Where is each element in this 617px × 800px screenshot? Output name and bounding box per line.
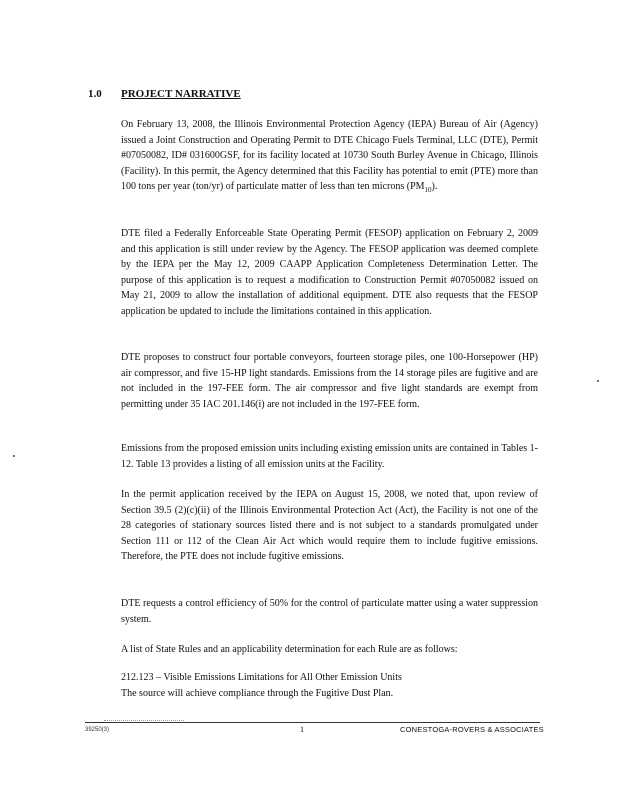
rule-body: The source will achieve compliance through the Fugitive Dust Plan. xyxy=(121,688,394,699)
paragraph-permit-history: On February 13, 2008, the Illinois Environmental Protection Agency (IEPA) Bureau of Air (Agency) issued a Joint Construction and Operating Permit to DTE Chicago Fuels Terminal, LLC (DTE), Permit #07050082, ID# 031600GSF, for its facility located at 10730 South Burley Avenue in Chicago, Illinois (Facility). In this permit, the Agency determined that this Facility has potential to emit (PTE) more than 100 tons per year (ton/yr) of particulate matter of less than ten microns $(PM_{10})$. xyxy=(121,119,538,195)
paragraph-state-rules-intro: A list of State Rules and an applicability determination for each Rule are as follows: xyxy=(121,644,458,655)
footer-page-number: 1 xyxy=(300,725,304,734)
paragraph-control-efficiency: DTE requests a control efficiency of 50% for the control of particulate matter using a water suppression system. xyxy=(121,598,538,625)
scan-speck xyxy=(597,380,599,382)
paragraph-fugitive-emissions: In the permit application received by the IEPA on August 15, 2008, we noted that, upon review of Section 39.5 (2)(c)(ii) of the Illinois Environmental Protection Act (Act), the Facility is not one of the 28 categories of stationary sources listed there and is not subject to a standards promulgated under Section 111 or 112 of the Clean Air Act which would require them to include fugitive emissions. Therefore, the PTE does not include fugitive emissions. xyxy=(121,489,538,563)
footer-company-name: CONESTOGA-ROVERS & ASSOCIATES xyxy=(400,725,544,734)
rule-title: 212.123 – Visible Emissions Limitations for All Other Emission Units xyxy=(121,672,402,683)
footer-document-code: 39250(3) xyxy=(85,727,110,733)
scan-speck xyxy=(13,455,15,457)
paragraph-proposed-equipment: DTE proposes to construct four portable conveyors, fourteen storage piles, one 100-Horsepower (HP) air compressor, and five 15-HP light standards. Emissions from the 14 storage piles are fugitive and are not included in the 197-FEE form. The air compressor and five light standards are exempt from permitting under 35 IAC 201.146(i) are not included in the 197-FEE form. xyxy=(121,352,538,410)
paragraph-fesop-application: DTE filed a Federally Enforceable State Operating Permit (FESOP) application on February 2, 2009 and this application is still under review by the Agency. The FESOP application was deemed complete by the IEPA per the May 12, 2009 CAAPP Application Completeness Determination Letter. The purpose of this application is to request a modification to Construction Permit #07050082 issued on May 21, 2009 to allow the installation of additional equipment. DTE also requests that the FESOP application be updated to include the limitations contained in this application. xyxy=(121,228,538,317)
section-title: PROJECT NARRATIVE xyxy=(121,88,241,100)
section-number: 1.0 xyxy=(88,88,102,100)
footer-divider xyxy=(85,722,540,723)
paragraph-emission-tables: Emissions from the proposed emission units including existing emission units are contained in Tables 1-12. Table 13 provides a listing of all emission units at the Facility. xyxy=(121,443,538,470)
